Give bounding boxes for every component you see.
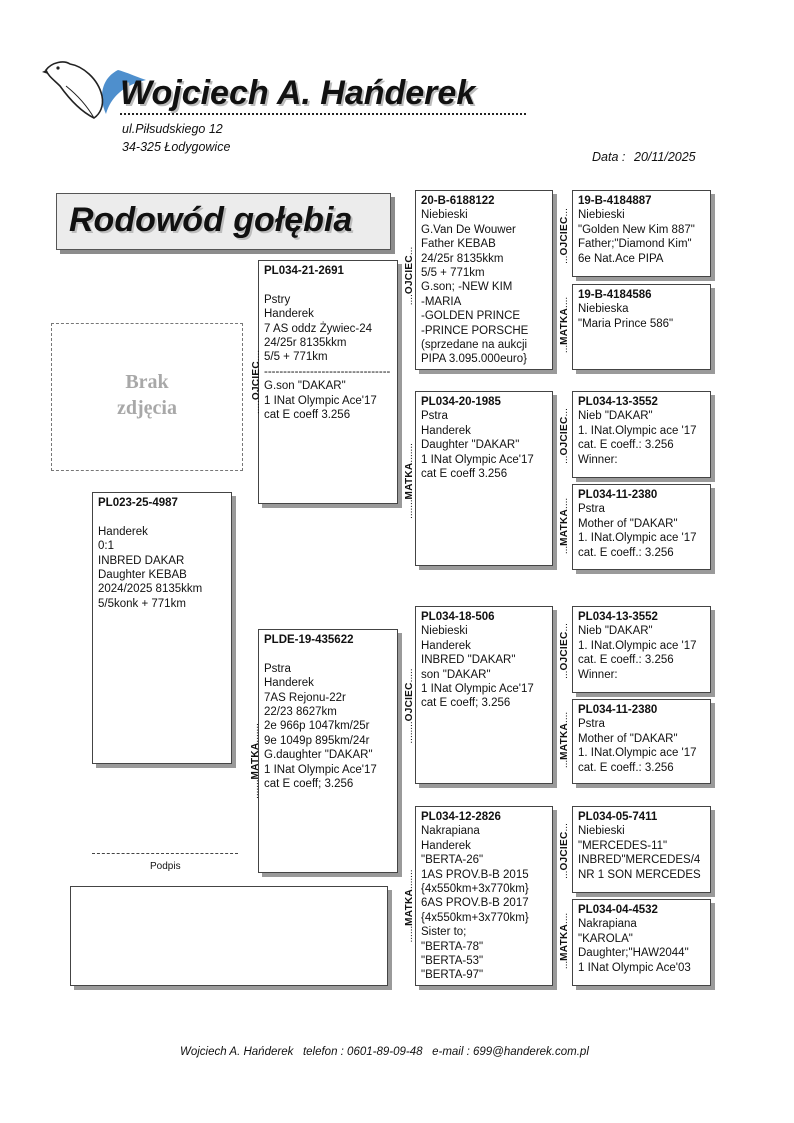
detail-line: 1. INat.Olympic ace '17 xyxy=(578,532,697,545)
mother-label: ...MATKA.... xyxy=(559,912,570,970)
pigeon-details xyxy=(421,824,547,982)
detail-line: Pstra xyxy=(264,662,291,675)
photo-placeholder-line1: Brak xyxy=(125,371,169,393)
sd-sire-card xyxy=(572,391,711,478)
detail-line: Daughter;"HAW2044" xyxy=(578,947,689,960)
father-label: ...OJCIEC... xyxy=(559,208,570,264)
detail-line: 24/25r 8135kkm xyxy=(264,337,347,350)
detail-line: {4x550km+3x770km} xyxy=(421,883,529,896)
dam-sire-card xyxy=(415,606,553,784)
detail-line: 22/23 8627km xyxy=(264,706,337,719)
ring-number: 19-B-4184887 xyxy=(578,195,652,207)
pigeon-details xyxy=(421,624,547,710)
detail-line: (sprzedane na aukcji xyxy=(421,339,528,352)
detail-line: 1AS PROV.B-B 2015 xyxy=(421,868,529,881)
detail-line: Niebieski xyxy=(578,825,625,838)
detail-line xyxy=(264,278,392,292)
detail-line: 1 INat Olympic Ace'17 xyxy=(264,763,377,776)
detail-line: G.son; -NEW KIM xyxy=(421,281,513,294)
father-label: ....OJCIEC... xyxy=(404,246,415,306)
page-title: Rodowód gołębia xyxy=(69,201,353,239)
father-label: ...OJCIEC... xyxy=(559,623,570,679)
detail-line: -PRINCE PORSCHE xyxy=(421,324,529,337)
detail-line: --------------------------------- xyxy=(264,365,391,378)
ring-number: PL034-13-3552 xyxy=(578,396,658,408)
pigeon-details xyxy=(264,647,392,791)
mother-label: .......MATKA....... xyxy=(404,443,415,519)
detail-line: NR 1 SON MERCEDES xyxy=(578,868,701,881)
ring-number: PL034-12-2826 xyxy=(421,811,501,823)
detail-line: -GOLDEN PRINCE xyxy=(421,310,521,323)
pigeon-details xyxy=(421,208,547,366)
photo-placeholder xyxy=(51,323,243,471)
ds-dam-card xyxy=(572,699,711,784)
detail-line: Niebieska xyxy=(578,303,629,316)
detail-line: 5/5 + 771km xyxy=(264,351,328,364)
ring-number: PL034-04-4532 xyxy=(578,904,658,916)
ss-dam-card xyxy=(572,284,711,370)
father-label: ...OJCIEC... xyxy=(559,408,570,464)
detail-line: PIPA 3.095.000euro} xyxy=(421,353,527,366)
detail-line: Nakrapiana xyxy=(578,918,637,931)
header-underline xyxy=(120,113,526,115)
title-box xyxy=(56,193,391,250)
detail-line: "BERTA-26" xyxy=(421,854,484,867)
pigeon-details xyxy=(264,278,392,422)
detail-line: cat E coeff; 3.256 xyxy=(421,697,511,710)
detail-line: Winner: xyxy=(578,668,618,681)
mother-label: .......MATKA....... xyxy=(250,723,261,799)
detail-line: Winner: xyxy=(578,453,618,466)
pigeon-details xyxy=(421,409,547,481)
detail-line: G.daughter "DAKAR" xyxy=(264,749,373,762)
detail-line: Daughter "DAKAR" xyxy=(421,439,520,452)
detail-line: INBRED "DAKAR" xyxy=(421,654,516,667)
ring-number: PL023-25-4987 xyxy=(98,497,178,509)
dd-dam-card xyxy=(572,899,711,986)
detail-line: Niebieski xyxy=(421,209,468,222)
footer-phone: telefon : 0601-89-09-48 xyxy=(302,1046,423,1058)
ring-number: PL034-18-506 xyxy=(421,611,495,623)
detail-line: Pstra xyxy=(421,410,448,423)
dam-card xyxy=(258,629,398,873)
ring-number: PL034-21-2691 xyxy=(264,265,344,277)
address-line-1: ul.Piłsudskiego 12 xyxy=(122,122,223,136)
detail-line: Mother of "DAKAR" xyxy=(578,517,678,530)
detail-line: cat E coeff 3.256 xyxy=(264,409,351,422)
dam-dam-card xyxy=(415,806,553,986)
pigeon-details xyxy=(578,917,705,975)
detail-line: Handerek xyxy=(421,424,471,437)
sire-dam-card xyxy=(415,391,553,566)
detail-line: "Maria Prince 586" xyxy=(578,317,674,330)
pigeon-details xyxy=(578,208,705,266)
detail-line: Handerek xyxy=(421,639,471,652)
pigeon-details xyxy=(578,717,705,775)
ring-number: PL034-20-1985 xyxy=(421,396,501,408)
detail-line: G.son "DAKAR" xyxy=(264,380,346,393)
pigeon-details xyxy=(578,502,705,560)
detail-line: son "DAKAR" xyxy=(421,668,491,681)
detail-line: "BERTA-97" xyxy=(421,969,484,982)
detail-line: Niebieski xyxy=(578,209,625,222)
detail-line: 1. INat.Olympic ace '17 xyxy=(578,639,697,652)
detail-line: 5/5 + 771km xyxy=(421,267,485,280)
detail-line: Nakrapiana xyxy=(421,825,480,838)
detail-line: G.Van De Wouwer xyxy=(421,223,516,236)
detail-line: 5/5konk + 771km xyxy=(98,597,186,610)
footer-email: e-mail : 699@handerek.com.pl xyxy=(432,1046,589,1058)
detail-line: 6AS PROV.B-B 2017 xyxy=(421,897,529,910)
detail-line: Nieb "DAKAR" xyxy=(578,625,653,638)
pigeon-details xyxy=(578,409,705,467)
detail-line: cat E coeff; 3.256 xyxy=(264,778,354,791)
detail-line: cat. E coeff.: 3.256 xyxy=(578,546,674,559)
detail-line: 9e 1049p 895km/24r xyxy=(264,734,370,747)
detail-line: cat. E coeff.: 3.256 xyxy=(578,439,674,452)
signature-box xyxy=(70,886,388,986)
sire-sire-card xyxy=(415,190,553,370)
subject-pigeon-card xyxy=(92,492,232,764)
ring-number: 19-B-4184586 xyxy=(578,289,652,301)
detail-line: 7 AS oddz Żywiec-24 xyxy=(264,322,373,335)
detail-line: Pstry xyxy=(264,293,291,306)
detail-line: 1 INat Olympic Ace'03 xyxy=(578,961,691,974)
ring-number: 20-B-6188122 xyxy=(421,195,495,207)
pigeon-details xyxy=(578,824,705,882)
breeder-name: Wojciech A. Hańderek xyxy=(120,74,476,112)
date-value: 20/11/2025 xyxy=(634,150,696,164)
detail-line: Nieb "DAKAR" xyxy=(578,410,653,423)
detail-line: Sister to; xyxy=(421,926,467,939)
ring-number: PLDE-19-435622 xyxy=(264,634,354,646)
detail-line: 1 INat Olympic Ace'17 xyxy=(421,683,534,696)
signature-line xyxy=(92,853,238,854)
detail-line: Niebieski xyxy=(421,625,468,638)
mother-label: ...MATKA.... xyxy=(559,711,570,769)
detail-line: 2024/2025 8135kkm xyxy=(98,583,203,596)
father-label: ...OJCIEC... xyxy=(559,823,570,879)
detail-line: cat. E coeff.: 3.256 xyxy=(578,761,674,774)
detail-line: Handerek xyxy=(421,839,471,852)
detail-line: 7AS Rejonu-22r xyxy=(264,691,346,704)
ring-number: PL034-13-3552 xyxy=(578,611,658,623)
ring-number: PL034-11-2380 xyxy=(578,489,658,501)
mother-label: ......MATKA....... xyxy=(404,869,415,943)
father-label: .....OJCIEC.... xyxy=(251,349,262,415)
date-label: Data : xyxy=(592,150,626,164)
pigeon-details xyxy=(98,510,226,611)
detail-line: Daughter KEBAB xyxy=(98,569,187,582)
detail-line: 0:1 xyxy=(98,540,114,553)
father-label: ........OJCIEC..... xyxy=(404,668,415,744)
detail-line: 6e Nat.Ace PIPA xyxy=(578,252,664,265)
detail-line: Handerek xyxy=(264,308,314,321)
ring-number: PL034-11-2380 xyxy=(578,704,658,716)
mother-label: ...MATKA.... xyxy=(559,497,570,555)
detail-line: INBRED DAKAR xyxy=(98,554,185,567)
detail-line: Father;"Diamond Kim" xyxy=(578,238,692,251)
detail-line: 24/25r 8135kkm xyxy=(421,252,504,265)
detail-line: "BERTA-78" xyxy=(421,940,484,953)
pigeon-details xyxy=(578,624,705,682)
detail-line: 1. INat.Olympic ace '17 xyxy=(578,747,697,760)
detail-line: Father KEBAB xyxy=(421,238,496,251)
ring-number: PL034-05-7411 xyxy=(578,811,658,823)
detail-line: "BERTA-53" xyxy=(421,955,484,968)
detail-line: {4x550km+3x770km} xyxy=(421,911,529,924)
detail-line: -MARIA xyxy=(421,295,462,308)
detail-line: "KAROLA" xyxy=(578,932,633,945)
dd-sire-card xyxy=(572,806,711,893)
ss-sire-card xyxy=(572,190,711,277)
detail-line: 1 INat Olympic Ace'17 xyxy=(421,453,534,466)
detail-line xyxy=(98,510,226,524)
detail-line xyxy=(264,647,392,661)
detail-line: cat E coeff 3.256 xyxy=(421,468,508,481)
mother-label: ...MATKA.... xyxy=(559,296,570,354)
detail-line: Handerek xyxy=(264,677,314,690)
detail-line: cat. E coeff.: 3.256 xyxy=(578,654,674,667)
pigeon-details xyxy=(578,302,705,331)
signature-label: Podpis xyxy=(150,861,181,872)
detail-line: 1 INat Olympic Ace'17 xyxy=(264,394,377,407)
detail-line: "Golden New Kim 887" xyxy=(578,223,695,236)
address-line-2: 34-325 Łodygowice xyxy=(122,140,231,154)
sd-dam-card xyxy=(572,484,711,570)
detail-line: 2e 966p 1047km/25r xyxy=(264,720,370,733)
detail-line: "MERCEDES-11" xyxy=(578,839,668,852)
ds-sire-card xyxy=(572,606,711,693)
detail-line: Pstra xyxy=(578,503,605,516)
detail-line: INBRED"MERCEDES/4 xyxy=(578,854,701,867)
photo-placeholder-line2: zdjęcia xyxy=(117,397,177,419)
detail-line: Handerek xyxy=(98,525,148,538)
detail-line: Mother of "DAKAR" xyxy=(578,732,678,745)
footer-name: Wojciech A. Hańderek xyxy=(180,1046,294,1058)
sire-card xyxy=(258,260,398,504)
detail-line: Pstra xyxy=(578,718,605,731)
detail-line: 1. INat.Olympic ace '17 xyxy=(578,424,697,437)
footer xyxy=(180,1046,589,1058)
